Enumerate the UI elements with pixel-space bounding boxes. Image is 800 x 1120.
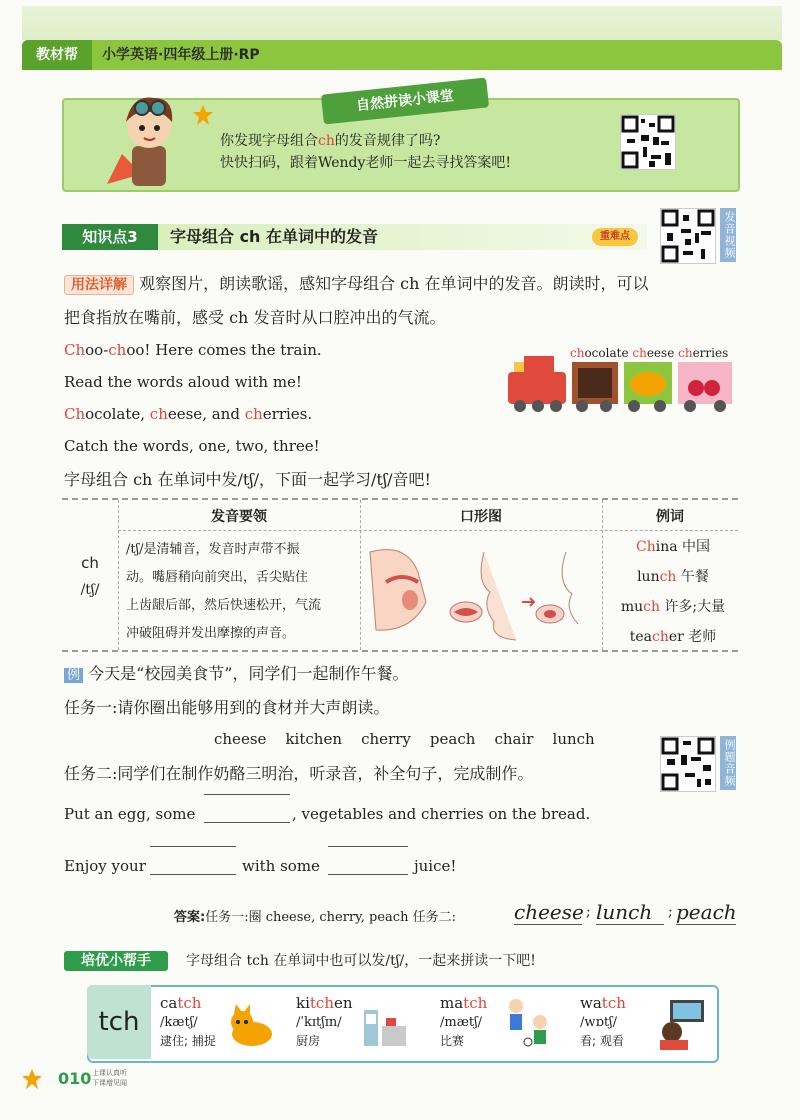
sentence-2-part-3: juice! [414,857,457,875]
tch-word-4-meaning: 看; 观看 [580,1034,624,1048]
answer-label: 答案: [174,910,206,925]
poem-line-2: Read the words aloud with me! [64,373,302,391]
usage-label: 用法详解 [64,275,134,295]
desc-line-1: /tʃ/是清辅音，发音时声带不振 [126,542,300,557]
poem-ch-4: ch [149,405,168,423]
summary-line: 字母组合 ch 在单词中发/tʃ/，下面一起学习/tʃ/音吧! [64,470,431,489]
helper-label: 培优小帮手 [64,951,168,971]
train-word-2-ch: ch [632,346,647,360]
word-bank-item[interactable]: chair [494,730,534,748]
blank-3[interactable] [328,874,408,875]
train-word-3-ch: ch [678,346,693,360]
train-labels [570,346,728,360]
difficulty-badge: 重难点 [592,228,638,246]
tch-word-2-ipa: /ˈkɪtʃɪn/ [296,1015,342,1030]
video-side-label: 发音视频 [720,208,736,262]
tch-word-4-start: wa [580,994,602,1012]
answer-line [174,906,456,925]
poem-line-1 [64,340,322,360]
pronunciation-table [62,498,738,652]
kitchen-illustration [360,1000,410,1050]
cat-illustration [226,1000,276,1050]
usage-paragraph-line-2: 把食指放在嘴前，感受 ch 发音时从口腔冲出的气流。 [64,308,446,327]
sentence-1-part-1: Put an egg, some [64,805,196,823]
tch-word-2-end: en [333,994,353,1012]
train-word-1-ch: ch [570,346,585,360]
table-symbol: ch [81,554,99,572]
table-header-mouth: 口形图 [460,509,502,525]
word-bank-item[interactable]: cheese [214,730,267,748]
banner-line-1 [220,130,440,152]
answer-word-2: lunch [596,900,664,925]
tch-label: tch [87,985,151,1059]
tch-word-2-start: ki [296,994,310,1012]
task-1: 任务一:请你圈出能够用到的食材并大声朗读。 [64,698,390,717]
poem-ch-2: ch [108,341,127,359]
tch-word-3-tch: tch [463,994,488,1012]
desc-line-4: 冲破阻碍并发出摩擦的声音。 [126,626,296,641]
tch-word-1 [160,994,216,1051]
audio-qr-code[interactable] [660,736,716,792]
word-bank-item[interactable]: lunch [552,730,595,748]
banner-line-1-highlight: ch [318,133,335,149]
tch-word-4 [580,994,626,1051]
example-word-4: teacher 老师 [629,629,717,645]
poem-text-1d: oo! Here comes the train. [126,341,322,359]
example-word-1: China 中国 [635,539,711,555]
star-mascot-icon [192,104,214,126]
poem-text-1b: oo- [85,341,109,359]
tch-word-3-ipa: /mætʃ/ [440,1015,483,1030]
example-word-2: lunch 午餐 [637,569,709,585]
sentence-2-part-1: Enjoy your [64,857,146,875]
table-header-rule [118,530,738,531]
table-header-tips: 发音要领 [211,509,267,525]
header-title: 小学英语·四年级上册·RP [102,47,260,63]
usage-paragraph-line-1 [64,272,649,297]
poem-ch-1: Ch [64,341,86,359]
sentence-1 [64,804,195,824]
page-number: 010 [58,1069,92,1088]
example-tag: 例 [64,668,83,683]
train-word-1: ocolate [584,346,629,360]
tch-word-1-meaning: 逮住; 捕捉 [160,1034,216,1048]
watch-tv-illustration [652,996,708,1052]
banner-line-2: 快快扫码，跟着Wendy老师一起去寻找答案吧! [220,155,512,171]
tch-word-1-tch: tch [177,994,202,1012]
word-bank-item[interactable]: peach [429,730,476,748]
page-number-badge [22,1068,60,1090]
tch-word-2-meaning: 厨房 [296,1034,321,1048]
word-bank [214,730,595,748]
tch-word-3 [440,994,487,1051]
tch-word-3-start: ma [440,994,464,1012]
tch-word-2 [296,994,353,1051]
table-ipa: /tʃ/ [80,582,100,598]
poem-text-3d: eese, and [167,405,245,423]
sentence-1-part-2: , vegetables and cherries on the bread. [292,805,591,823]
poem-text-3f: erries. [262,405,313,423]
section-tag: 知识点3 [62,224,158,250]
desc-line-2: 动。嘴唇稍向前突出，舌尖贴住 [126,570,309,585]
word-bank-item[interactable]: cherry [361,730,411,748]
tch-word-4-tch: tch [601,994,626,1012]
sentence-2-part-2: with some [242,857,320,875]
train-word-2: eese [646,346,675,360]
poem-ch-5: ch [244,405,263,423]
blank-2-guide-top [150,846,236,847]
footer-motto-1: 上课认真听 [92,1069,127,1077]
poem-line-4: Catch the words, one, two, three! [64,437,320,455]
blank-1-guide-top [204,794,290,795]
tch-word-3-meaning: 比赛 [440,1034,465,1048]
task-2: 任务二:同学们在制作奶酪三明治，听录音，补全句子，完成制作。 [64,764,534,783]
usage-text-1: 观察图片，朗读歌谣，感知字母组合 ch 在单词中的发音。朗读时，可以 [139,274,649,293]
audio-side-label: 例题音频 [720,736,736,790]
blank-2[interactable] [150,874,236,875]
banner-line-1-pre: 你发现字母组合 [220,133,318,149]
banner-ribbon: 自然拼读小课堂 [321,77,489,124]
blank-1[interactable] [204,822,290,823]
blank-3-guide-top [328,846,408,847]
section-title: 字母组合 ch 在单词中的发音 [170,227,379,246]
example-intro [64,662,408,688]
poem-line-3 [64,404,312,424]
tch-word-2-tch: tch [309,994,334,1012]
tch-word-1-ipa: /kætʃ/ [160,1015,198,1030]
video-qr-code[interactable] [660,208,716,264]
footer-motto-2: 下课增见闻 [92,1079,127,1087]
poem-text-3b: ocolate, [85,405,150,423]
helper-text: 字母组合 tch 在单词中也可以发/tʃ/，一起来拼读一下吧! [186,953,536,969]
banner-line-1-post: 的发音规律了吗? [334,133,441,149]
cartoon-boy-illustration [102,84,192,190]
answer-sep-1: ; [586,904,591,920]
poem-ch-3: Ch [64,405,86,423]
example-word-3: much 许多;大量 [620,599,726,615]
header-top-strip [22,6,782,40]
tch-word-1-start: ca [160,994,178,1012]
desc-line-3: 上齿龈后部，然后快速松开，气流 [126,598,322,613]
table-description [126,536,358,648]
example-intro-text: 今天是“校园美食节”，同学们一起制作午餐。 [88,664,409,683]
table-header-examples: 例词 [656,509,684,525]
word-bank-item[interactable]: kitchen [285,730,342,748]
tch-word-4-ipa: /wɒtʃ/ [580,1015,617,1030]
example-words [610,532,736,652]
header-tag: 教材帮 [22,40,92,70]
answer-word-1: cheese [514,900,584,924]
mouth-shape-illustration [366,542,596,642]
answer-text: 任务一:圈 cheese, cherry, peach 任务二: [205,910,456,925]
match-illustration [502,996,556,1050]
answer-word-3: peach [676,900,737,924]
answer-sep-2: ; [668,904,673,920]
banner-qr-code[interactable] [620,114,676,170]
train-word-3: erries [692,346,729,360]
